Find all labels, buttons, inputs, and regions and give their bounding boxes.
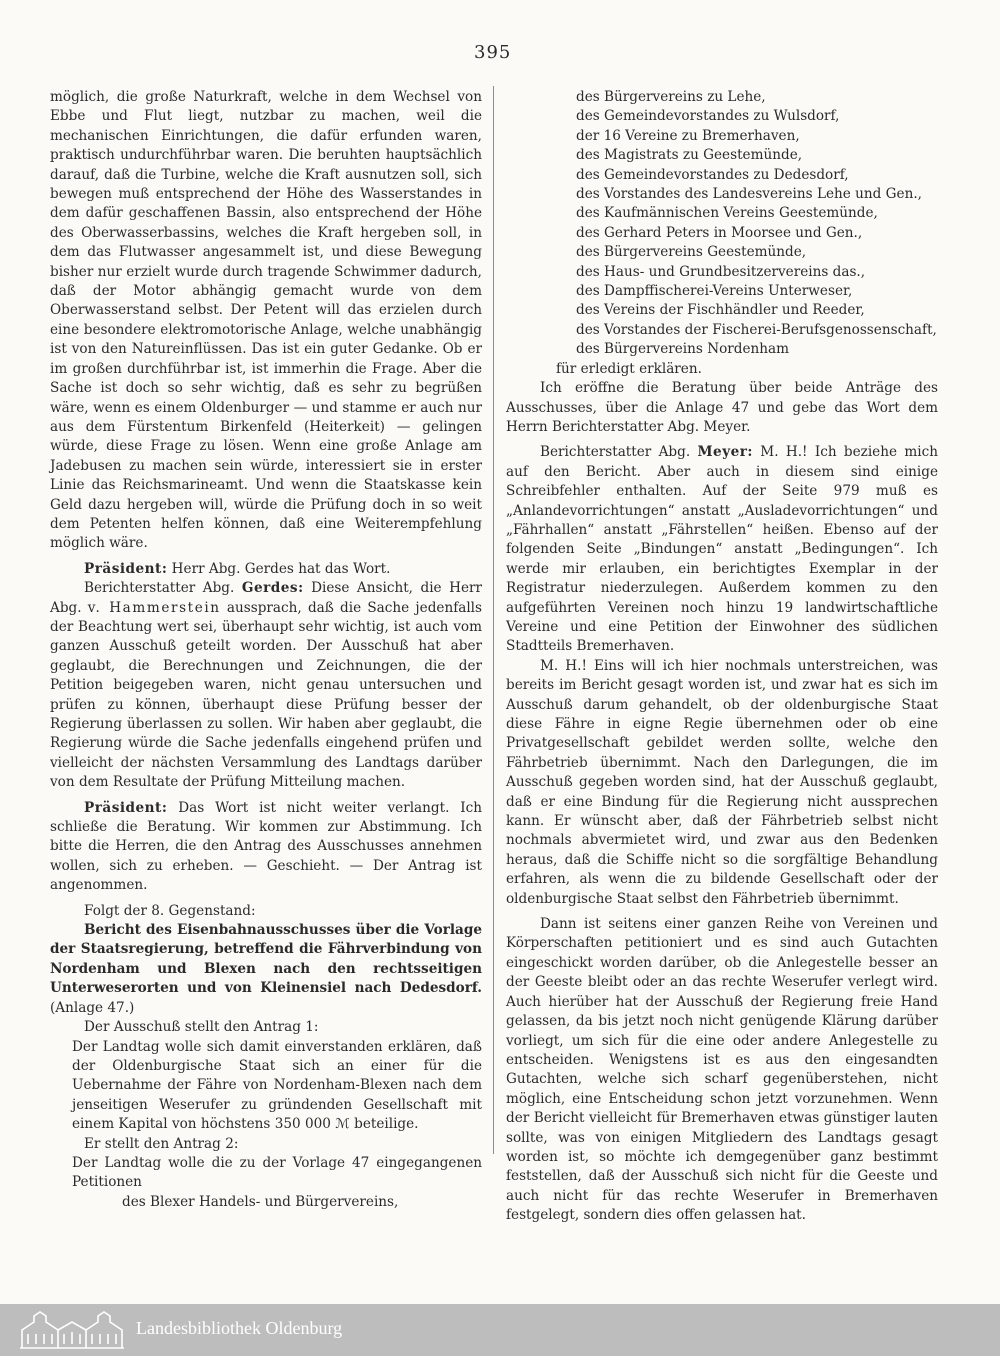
paragraph: M. H.! Eins will ich hier nochmals unterstreichen, was bereits im Bericht gesagt worden ist, und zwar hat es sich im Ausschuß darum gehandelt, ob der oldenburgische Staat diese Fähre in eigne Regie übernehmen oder ob eine Privatgesellschaft gebildet werden sollte, welche den Fährbetrieb übernimmt. Nach den Darlegungen, die im Ausschuß gegeben worden sind, hat der Ausschuß geglaubt, daß er eine Bindung für die Regierung nicht aussprechen kann. Er wünscht aber, daß der Fährbetrieb selbst nicht nochmals abvermietet wird, und zwar aus den Bedenken heraus, daß die Schiffe nicht so die sorgfältige Behandlung erfahren, als wenn die zu bildende Gesellschaft oder der oldenburgische Staat selbst den Fährbetrieb übernimmt.	[506, 657, 938, 907]
speech-text: aussprach, daß die Sache jedenfalls der Beachtung wert sei, überhaupt sehr wichtig, ist auch vom ganzen Ausschuß geteilt worden. Der Ausschuß hat aber geglaubt, die Berechnungen und Zeichnungen, die der Petition beigegeben waren, nicht genau untersuchen und prüfen zu können, überhaupt diese Prüfung besser der Regierung überlassen zu sollen. Wir haben aber geglaubt, die Regierung würde die Sache jedenfalls eingehend prüfen und vielleicht der nächsten Versammlung des Landtags darüber von dem Resultate der Prüfung Mitteilung machen.	[50, 599, 482, 791]
motion-close: für erledigt erklären.	[556, 360, 702, 377]
subject-title: Bericht des Eisenbahnausschusses über die Vorlage der Staatsregierung, betreffend die Fährverbindung von Nordenham und Blexen nach den rechtsseitigen Unterweserorten und von Kleinensiel nach Dedesdorf.	[50, 922, 482, 997]
agenda-item: Folgt der 8. Gegenstand:	[84, 902, 256, 919]
speaker-paragraph	[50, 799, 482, 896]
petition-list	[506, 88, 938, 360]
right-column	[506, 88, 938, 1226]
footer-bar	[0, 1304, 1000, 1356]
paragraph: Dann ist seitens einer ganzen Reihe von Vereinen und Körperschaften petitioniert und es sind auch Gutachten eingeschickt worden darüber, ob die Anlegestelle besser an der Geeste bleibt oder an das rechte Weserufer verlegt wird. Auch hierüber hat der Ausschuß der Regierung freie Hand gelassen, da bis jetzt noch nicht genügende Klärung darüber vorliegt, um sich für die eine oder andere Anlegestelle zu entscheiden. Wenigstens ist es aus den eingesandten Gutachten, welche sich scharf gegenüberstehen, nicht möglich, eine Entscheidung schon jetzt vorzunehmen. Wenn der Bericht vielleicht für Bremerhaven etwas günstiger lauten sollte, was von einigen Mitgliedern des Landtags gesagt worden ist, so möchte ich demgegenüber ganz bestimmt feststellen, daß der Ausschuß sich nicht für die Geeste und auch nicht für das rechte Weserufer in Bremerhaven festgelegt, sondern dies offen gelassen hat.	[506, 916, 938, 1224]
role-label: Berichterstatter Abg.	[84, 580, 235, 597]
speaker-name: Präsident:	[84, 799, 168, 816]
page-number: 395	[474, 42, 512, 63]
petition-item: des Kaufmännischen Vereins Geestemünde,	[576, 205, 878, 222]
speech-text: Das Wort ist nicht weiter verlangt. Ich schließe die Beratung. Wir kommen zur Abstimmung. Ich bitte die Herren, die den Antrag des Ausschusses annehmen wollen, sich zu erheben. — Geschieht. — Der Antrag ist angenommen.	[50, 799, 482, 894]
speaker-name: Gerdes:	[241, 580, 304, 597]
attachment-ref: (Anlage 47.)	[50, 999, 135, 1016]
speech-text: M. H.! Ich beziehe mich auf den Bericht. Aber auch in diesem sind einige Schreibfehler enthalten. Auf der Seite 979 muß es „Anlandevorrichtungen“ anstatt „Ausladevorrichtungen“ und „Fährhallen“ anstatt „Fährstellen“ heißen. Ebenso auf der folgenden Seite „Bindungen“ anstatt „Bedingungen“. Ich werde mir erlauben, ein berichtigtes Exemplar in der Registratur niederzulegen. Außerdem kommen zu den aufgeführten Vereinen noch hinzu 19 landwirtschaftliche Vereine und eine Petition der Einwohner des südlichen Stadtteils Bremerhaven.	[506, 444, 938, 655]
speaker-name: Präsident:	[84, 560, 168, 577]
role-label: Berichterstatter Abg.	[540, 444, 691, 461]
paragraph: Ich eröffne die Beratung über beide Anträge des Ausschusses, über die Anlage 47 und gebe das Wort dem Herrn Berichterstatter Abg. Meyer.	[506, 380, 938, 435]
speech-text: Herr Abg. Gerdes hat das Wort.	[171, 560, 391, 577]
petition-item: des Vereins der Fischhändler und Reeder,	[576, 302, 865, 319]
motion-intro: Der Ausschuß stellt den Antrag 1:	[84, 1019, 319, 1036]
petition-item: des Magistrats zu Geestemünde,	[576, 147, 803, 164]
motion-intro: Er stellt den Antrag 2:	[84, 1135, 239, 1152]
speech-text: Diese Ansicht, die Herr Abg.	[50, 580, 482, 616]
speaker-name: Meyer:	[697, 444, 753, 461]
petition-item: des Blexer Handels- und Bürgervereins,	[122, 1193, 399, 1210]
speaker-paragraph	[50, 579, 482, 792]
library-name: Landesbibliothek Oldenburg	[136, 1318, 343, 1338]
motion-text: Der Landtag wolle die zu der Vorlage 47 eingegangenen Petitionen	[72, 1154, 482, 1191]
petition-item: des Gerhard Peters in Moorsee und Gen.,	[576, 224, 863, 241]
petition-item: der 16 Vereine zu Bremerhaven,	[576, 127, 800, 144]
petition-item: des Dampffischerei-Vereins Unterweser,	[576, 283, 853, 300]
library-building-icon	[18, 1310, 126, 1350]
column-divider	[493, 86, 494, 1154]
petition-item: des Bürgervereins zu Lehe,	[576, 89, 766, 105]
petition-item: des Gemeindevorstandes zu Wulsdorf,	[576, 108, 840, 125]
person-name: v. Hammerstein	[87, 599, 221, 616]
petition-item: des Vorstandes der Fischerei-Berufsgenossenschaft,	[576, 321, 937, 338]
petition-item: des Bürgervereins Geestemünde,	[576, 244, 807, 261]
agenda-subject	[50, 921, 482, 1018]
speaker-paragraph	[50, 560, 482, 579]
petition-item: des Haus- und Grundbesitzervereins das.,	[576, 263, 866, 280]
petition-item: des Gemeindevorstandes zu Dedesdorf,	[576, 166, 849, 183]
petition-item: des Vorstandes des Landesvereins Lehe und Gen.,	[576, 186, 922, 203]
paragraph: möglich, die große Naturkraft, welche in dem Wechsel von Ebbe und Flut liegt, nutzbar zu machen, weil die mechanischen Einrichtungen, die dafür erfunden waren, praktisch undurchführbar waren. Die beruhten hauptsächlich darauf, daß die Turbine, welche die Kraft ausnutzen soll, sich bewegen muß entsprechend der Höhe des Wasserstandes in dem dafür geschaffenen Bassin, also entsprechend der Höhe des Oberwasserbassins, welches die Kraft hergeben soll, in dem das Flutwasser angesammelt ist, und diese Bewegung bisher nur erzielt wurde durch tragende Schwimmer dadurch, daß der Motor abhängig gemacht wurde von dem Oberwasserstand selbst. Der Petent will das erzielen durch eine besondere elektromotorische Anlage, welche unabhängig ist von den Natureinflüssen. Das ist ein guter Gedanke. Ob er im großen durchführbar ist, ist immerhin die Frage. Aber die Sache ist doch so sehr wichtig, daß es sehr zu begrüßen wäre, wenn es einem Oldenburger — und stamme er auch nur aus dem Fürstentum Birkenfeld (Heiterkeit) — gelingen würde, diese Frage zu lösen. Wenn eine große Anlage am Jadebusen zu machen sein würde, interessiert sie in erster Linie das Reichsmarineamt. Und wenn die Staatskasse kein Geld dazu hergeben will, würde die Prüfung doch in so weit dem Petenten helfen können, daß eine Weiterempfehlung möglich wäre.	[50, 89, 482, 552]
petition-item: des Bürgervereins Nordenham	[576, 341, 790, 358]
speaker-paragraph	[506, 443, 938, 656]
motion-text: Der Landtag wolle sich damit einverstanden erklären, daß der Oldenburgische Staat sich an einer für die Uebernahme der Fähre von Nordenham-Blexen nach dem jenseitigen Weserufer zu gründenden Gesellschaft mit einem Kapital von höchstens 350 000 ℳ beteilige.	[72, 1038, 482, 1133]
left-column	[50, 88, 482, 1212]
